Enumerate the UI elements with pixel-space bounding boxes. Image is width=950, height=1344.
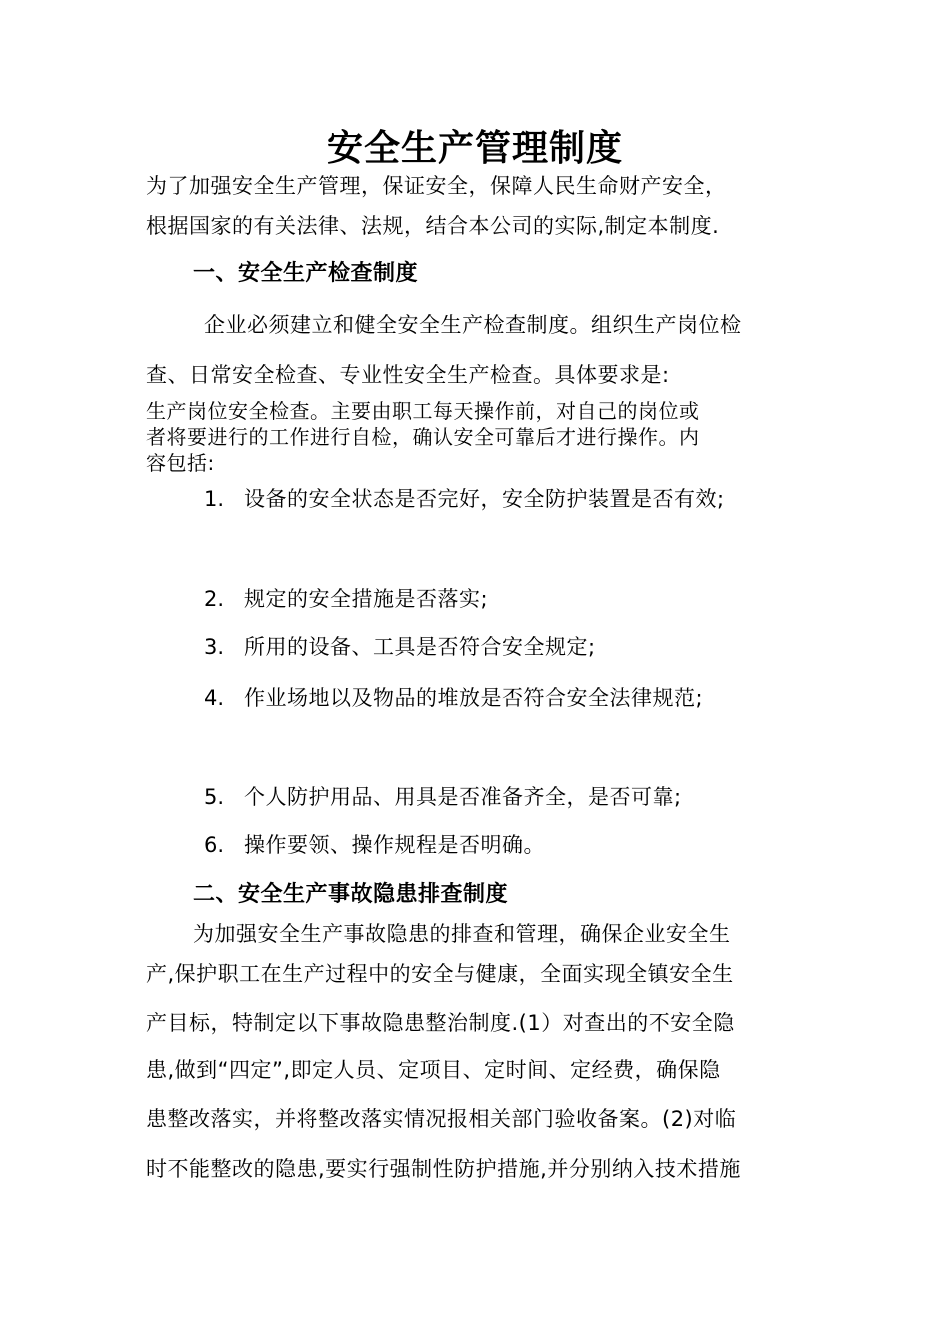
list-item-1-text: 设备的安全状态是否完好，安全防护装置是否有效; — [244, 487, 725, 511]
list-item-2-number: 2. — [204, 587, 225, 611]
section-2-line-4: 患,做到“四定”,即定人员、定项目、定时间、定经费，确保隐 — [146, 1058, 721, 1082]
section-2-heading: 二、安全生产事故隐患排查制度 — [193, 882, 509, 907]
list-item-4-text: 作业场地以及物品的堆放是否符合安全法律规范; — [244, 686, 704, 710]
list-item-5-text: 个人防护用品、用具是否准备齐全，是否可靠; — [244, 785, 682, 809]
list-item-3-text: 所用的设备、工具是否符合安全规定; — [244, 635, 596, 659]
intro-line-2: 根据国家的有关法律、法规，结合本公司的实际,制定本制度. — [146, 214, 720, 238]
section-2-line-6: 时不能整改的隐患,要实行强制性防护措施,并分别纳入技术措施 — [146, 1157, 741, 1181]
section-2-line-5: 患整改落实，并将整改落实情况报相关部门验收备案。(2)对临 — [146, 1107, 737, 1131]
section-1-para1-line-1: 企业必须建立和健全安全生产检查制度。组织生产岗位检 — [204, 313, 742, 337]
section-1-para1-line-2: 查、日常安全检查、专业性安全生产检查。具体要求是: — [146, 363, 670, 387]
list-item-6-text: 操作要领、操作规程是否明确。 — [244, 833, 545, 857]
document-title: 安全生产管理制度 — [326, 128, 623, 169]
section-1-para2-line-3: 容包括: — [146, 451, 215, 475]
section-1-heading: 一、安全生产检查制度 — [193, 261, 419, 286]
list-item-3-number: 3. — [204, 635, 225, 659]
section-2-line-2: 产,保护职工在生产过程中的安全与健康，全面实现全镇安全生 — [146, 962, 734, 986]
list-item-6-number: 6. — [204, 833, 225, 857]
list-item-1-number: 1. — [204, 487, 225, 511]
section-1-para2-line-2: 者将要进行的工作进行自检，确认安全可靠后才进行操作。内 — [146, 425, 700, 449]
section-1-para2-line-1: 生产岗位安全检查。主要由职工每天操作前，对自己的岗位或 — [146, 399, 700, 423]
list-item-2-text: 规定的安全措施是否落实; — [244, 587, 489, 611]
list-item-5-number: 5. — [204, 785, 225, 809]
section-2-line-3: 产目标，特制定以下事故隐患整治制度.(1）对查出的不安全隐 — [146, 1011, 735, 1035]
section-2-line-1: 为加强安全生产事故隐患的排查和管理，确保企业安全生 — [193, 922, 731, 946]
list-item-4-number: 4. — [204, 686, 225, 710]
intro-line-1: 为了加强安全生产管理，保证安全，保障人民生命财产安全， — [146, 174, 727, 198]
